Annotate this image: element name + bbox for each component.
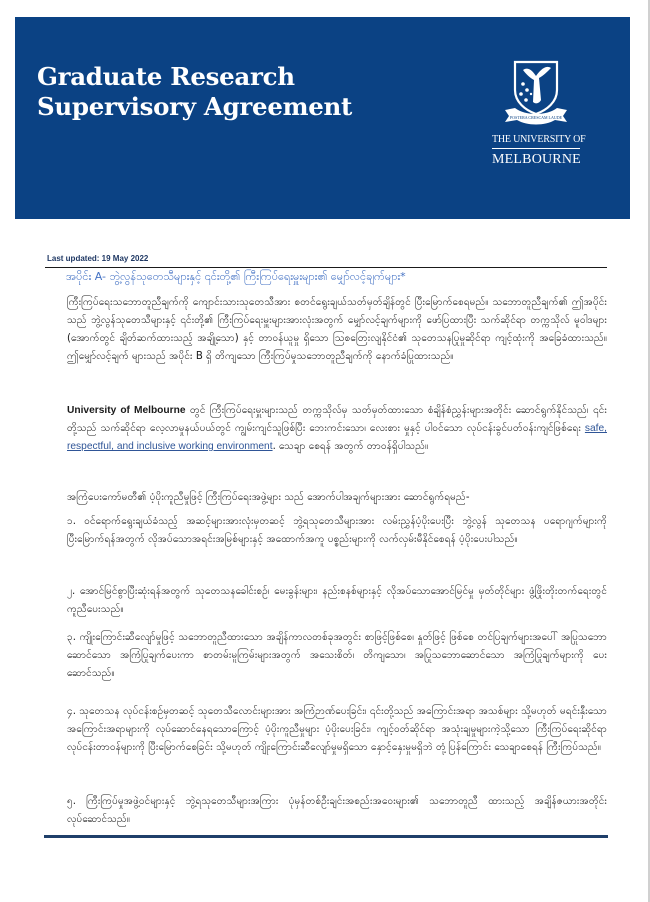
logo-line-university-of: THE UNIVERSITY OF [492,134,586,145]
intro-paragraph: ကြီးကြပ်ရေးသဘောတူညီချက်ကို ကျောင်းသားသုတေသီအား စတင်ရွေးချယ်သတ်မှတ်ချိန်တွင် ပြီးမြောက်စေရမည်။ သဘောတူညီချက်၏ ဤအပိုင်းသည် ဘွဲ့လွန်သုတေသီများနှင့် ၎င်းတို့၏ ကြီးကြပ်ရေးမှူးများအားလုံးအတွက် မျှော်လင့်ချက်များကို ဖော်ပြထားပြီး သက်ဆိုင်ရာ တက္ကသိုလ် မူဝါဒများ (အောက်တွင် ချိတ်ဆက်ထားသည့် အချို့သော) နှင့် တာဝန်ယူမှု ရှိသော ဩစတြေးလျနိုင်ငံ၏ သုတေသနပြုမှုဆိုင်ရာ ကျင့်ထုံးကို အခြေခံထားသည်။ ဤမျှော်လင့်ချက် များသည် အပိုင်း B ရှိ တိကျသော ကြီးကြပ်မှုသဘောတူညီချက်ကို နောက်ခံပြုထားသည်။ [67,297,607,362]
title-line-2: Supervisory Agreement [37,92,353,121]
list-item-3: ၃. ကျိုးကြောင်းဆီလျော်မှုဖြင့် သဘောတူညီထားသော အချိန်ကာလတစ်ခုအတွင်း စာဖြင့်ဖြစ်စေ၊ နှုတ်ဖြင့် ဖြစ်စေ တင်ပြချက်များအပေါ် အပြုသဘောဆောင်သော အကြံပြုချက်ပေးကာ စာတမ်းမူကြမ်းများအတွက် အသေးစိတ်၊ တိကျသော၊ အပြုသဘောဆောင်သော အကြံပြုချက်များကို ပေးဆောင်သည်။ [67,632,607,679]
uom-name: University of Melbourne [67,405,186,416]
title-line-1: Graduate Research [37,62,295,91]
logo-line-melbourne: MELBOURNE [492,152,581,167]
list-item-2: ၂. အောင်မြင်စွာပြီးဆုံးရန်အတွက် သုတေသနခေါင်းစဉ်၊ မေးခွန်းများ၊ နည်းစနစ်များနှင့် လိုအပ်သောအောင်မြင်မှု မှတ်တိုင်များ ဖွံ့ဖြိုးတိုးတက်ရေးတွင် ကူညီပေးသည်။ [67,586,607,615]
list-item-5: ၅. ကြီးကြပ်မှုအဖွဲ့ဝင်များနှင့် ဘွဲ့ရသုတေသီများအကြား ပုံမှန်တစ်ဦးချင်းအစည်းအဝေးများ၏ သဘောတူညီ ထားသည့် အချိန်ဇယားအတိုင်း လုပ်ဆောင်သည်။ [67,796,607,825]
list-item-4: ၄. သုတေသန လုပ်ငန်းစဉ်မှတဆင့် သုတေသီလောင်းများအား အကြံဉာဏ်ပေးခြင်း၊ ၎င်းတို့သည် အကြောင်းအရာ အသစ်များ သို့မဟုတ် မရင်းနှီးသော အကြောင်းအရာများကို လုပ်ဆောင်နေရသောကြောင့် ပံ့ပိုးကူညီမှုများ ပံ့ပိုးပေးခြင်း၊ ကျင့်ဝတ်ဆိုင်ရာ အသုံးချမှုများကဲ့သို့သော ကြီးကြပ်ရေးဆိုင်ရာ လုပ်ငန်းတာဝန်များကို ပြီးမြောက်စေခြင်း သို့မဟုတ် ကျိုးကြောင်းဆီလျော်မှုမရှိသော နှောင့်နှေးမှုမရှိဘဲ တုံ့ပြန်ကြောင်း သေချာစေရန် ကြီးကြပ်သည်။ [67,706,607,753]
last-updated-date: Last updated: 19 May 2022 [47,254,149,263]
list-intro: အကြံပေးကော်မတီ၏ ပံ့ပိုးကူညီမှုဖြင့် ကြီးကြပ်ရေးအဖွဲ့များ သည် အောက်ပါအချက်များအား ဆောင်ရွက်ရမည်- [67,492,470,503]
footer-divider [44,835,608,838]
svg-text:POSTERA CRESCAM LAUDE: POSTERA CRESCAM LAUDE [509,115,563,120]
logo-divider [492,148,580,149]
list-item-1: ၁. ဝင်ရောက်ရွေးချယ်ခံသည့် အဆင့်များအားလုံးမှတဆင့် ဘွဲ့ရသုတေသီများအား လမ်းညွှန်ပံ့ပိုးပေးပြီး ဘွဲ့လွန် သုတေသန ပရောဂျက်များကို ပြီးမြောက်ရန်အတွက် လိုအပ်သောအရင်းအမြစ်များနှင့် အထောက်အကူ ပစ္စည်းများကို လက်လှမ်းမီနိုင်စေရန် ပံ့ပိုးပေးပါသည်။ [67,516,607,545]
uom-paragraph [67,402,607,456]
university-crest-icon [501,56,571,128]
uom-text-before-link: တွင် ကြီးကြပ်ရေးမှူးများသည် တက္ကသိုလ်မှ သတ်မှတ်ထားသော စံချိန်စံညွှန်းများအတိုင်း ဆောင်ရွက်နိုင်သည်၊ ၎င်းတို့သည် သက်ဆိုင်ရာ လေ့လာမှုနယ်ပယ်တွင် ကျွမ်းကျင်သူဖြစ်ပြီး ဘေးကင်းသော၊ လေးစား မှုနှင့် ပါဝင်သော လုပ်ငန်းခွင်ပတ်ဝန်းကျင်ဖြစ်ရေး [67,405,607,434]
section-heading: အပိုင်း A- ဘွဲ့လွန်သုတေသီများနှင့် ၎င်းတို့၏ ကြီးကြပ်ရေးမှူးများ၏ မျှော်လင့်ချက်များ* [66,270,406,283]
header-divider [45,267,607,268]
document-title [37,62,352,122]
uom-text-after-link: . သေချာ စေရန် အတွက် တာဝန်ရှိပါသည်။ [272,441,429,452]
safe-environment-link[interactable]: safe, respectful, and inclusive working environment [67,423,607,452]
university-logo [492,56,586,168]
